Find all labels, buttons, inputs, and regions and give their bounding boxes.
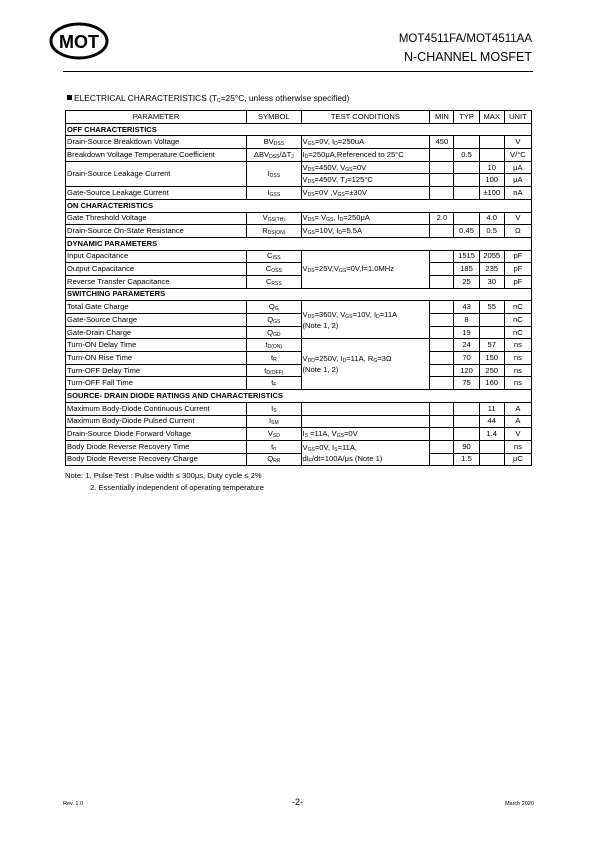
- table-row: [66, 377, 532, 390]
- typ-cell: 43: [454, 301, 479, 314]
- unit-cell: ns: [504, 339, 531, 352]
- revision: Rev. 1.0: [63, 801, 84, 807]
- col-typ: TYP: [454, 111, 479, 124]
- param-cell: Total Gate Charge: [66, 301, 247, 314]
- param-cell: Drain-Source Breakdown Voltage: [66, 136, 247, 149]
- param-cell: Drain-Source Diode Forward Voltage: [66, 428, 247, 441]
- typ-cell: 90: [454, 440, 479, 453]
- typ-cell: 19: [454, 326, 479, 339]
- unit-cell: ns: [504, 440, 531, 453]
- electrical-characteristics-table: [65, 110, 532, 466]
- col-symbol: SYMBOL: [247, 111, 301, 124]
- min-cell: [430, 364, 454, 377]
- symbol-cell: $I_{GSS}$: [247, 187, 301, 200]
- symbol-cell: $Q_G$: [247, 301, 301, 314]
- svg-text:MOT: MOT: [59, 32, 99, 52]
- min-cell: [430, 415, 454, 428]
- table-row: [66, 212, 532, 225]
- conditions-cell: $V_{GS}=10V$, $I_D=5.5A$: [301, 225, 430, 238]
- max-cell: [479, 326, 504, 339]
- typ-cell: 185: [454, 263, 479, 276]
- table-row: [66, 440, 532, 453]
- unit-cell: nC: [504, 301, 531, 314]
- max-cell: ±100: [479, 187, 504, 200]
- unit-cell: pF: [504, 275, 531, 288]
- table-row: [66, 263, 532, 276]
- symbol-cell: $BV_{DSS}$: [247, 136, 301, 149]
- param-cell: Drain-Source Leakage Current: [66, 161, 247, 186]
- symbol-cell: $C_{ISS}$: [247, 250, 301, 263]
- publish-date: March 2020: [504, 801, 534, 807]
- max-cell: 10: [479, 161, 504, 174]
- group-title: SOURCE- DRAIN DIODE RATINGS AND CHARACTERISTICS: [66, 390, 532, 403]
- conditions-cell: $V_{DD}=250V$, $I_D=11A$, $R_G=3\Omega$ (Note 1, 2): [301, 339, 430, 390]
- table-row: [66, 352, 532, 365]
- param-cell: Gate-Source Charge: [66, 314, 247, 327]
- min-cell: [430, 275, 454, 288]
- col-unit: UNIT: [504, 111, 531, 124]
- unit-cell: μC: [504, 453, 531, 466]
- min-cell: [430, 352, 454, 365]
- param-cell: Gate-Drain Charge: [66, 326, 247, 339]
- conditions-cell: $V_{DS}=450V$, $V_{GS}=0V$: [301, 161, 430, 174]
- col-max: MAX: [479, 111, 504, 124]
- col-parameter: PARAMETER: [66, 111, 247, 124]
- section-title: ELECTRICAL CHARACTERISTICS ($T_C=25^\circ C$, unless otherwise specified): [67, 93, 349, 103]
- typ-cell: [454, 161, 479, 174]
- min-cell: [430, 339, 454, 352]
- conditions-cell: $V_{DS}=0V$ $,V_{GS}=\pm 30V$: [301, 187, 430, 200]
- max-cell: 11: [479, 402, 504, 415]
- param-cell: Maximum Body-Diode Continuous Current: [66, 402, 247, 415]
- symbol-cell: $t_{D(ON)}$: [247, 339, 301, 352]
- table-row: [66, 339, 532, 352]
- col-min: MIN: [430, 111, 454, 124]
- typ-cell: 0.45: [454, 225, 479, 238]
- param-cell: Gate-Source Leakage Current: [66, 187, 247, 200]
- min-cell: [430, 149, 454, 162]
- param-cell: Reverse Transfer Capacitance: [66, 275, 247, 288]
- max-cell: 4.0: [479, 212, 504, 225]
- param-cell: Gate Threshold Voltage: [66, 212, 247, 225]
- symbol-cell: $I_{SM}$: [247, 415, 301, 428]
- part-numbers: MOT4511FA/MOT4511AA: [398, 33, 532, 45]
- group-title: DYNAMIC PARAMETERS: [66, 237, 532, 250]
- symbol-cell: $t_R$: [247, 352, 301, 365]
- unit-cell: V: [504, 428, 531, 441]
- typ-cell: 75: [454, 377, 479, 390]
- max-cell: [479, 149, 504, 162]
- symbol-cell: $Q_{GD}$: [247, 326, 301, 339]
- symbol-cell: $Q_{RR}$: [247, 453, 301, 466]
- symbol-cell: $Q_{GS}$: [247, 314, 301, 327]
- param-cell: Input Capacitance: [66, 250, 247, 263]
- max-cell: 250: [479, 364, 504, 377]
- min-cell: [430, 377, 454, 390]
- param-cell: Turn-ON Delay Time: [66, 339, 247, 352]
- table-row: [66, 161, 532, 174]
- conditions-cell: $I_D=250\mu A,Referenced$ to 25°C: [301, 149, 430, 162]
- min-cell: [430, 250, 454, 263]
- min-cell: [430, 326, 454, 339]
- symbol-cell: $V_{SD}$: [247, 428, 301, 441]
- max-cell: [479, 453, 504, 466]
- unit-cell: pF: [504, 250, 531, 263]
- typ-cell: 1.5: [454, 453, 479, 466]
- group-row: [66, 123, 532, 136]
- param-cell: Maximum Body-Diode Pulsed Current: [66, 415, 247, 428]
- conditions-cell: [301, 415, 430, 428]
- typ-cell: [454, 212, 479, 225]
- page-number: -2-: [292, 797, 303, 807]
- max-cell: 160: [479, 377, 504, 390]
- typ-cell: 70: [454, 352, 479, 365]
- table-row: [66, 149, 532, 162]
- unit-cell: Ω: [504, 225, 531, 238]
- max-cell: 1.4: [479, 428, 504, 441]
- typ-cell: [454, 136, 479, 149]
- unit-cell: V/°C: [504, 149, 531, 162]
- device-type: N-CHANNEL MOSFET: [403, 50, 532, 64]
- param-cell: Body Diode Reverse Recovery Time: [66, 440, 247, 453]
- table-row: [66, 275, 532, 288]
- param-cell: Turn-OFF Delay Time: [66, 364, 247, 377]
- min-cell: 450: [430, 136, 454, 149]
- group-row: [66, 237, 532, 250]
- conditions-cell: [301, 402, 430, 415]
- conditions-cell: $V_{DS}= V_{GS}$, $I_D=250\mu A$: [301, 212, 430, 225]
- param-cell: Breakdown Voltage Temperature Coefficient: [66, 149, 247, 162]
- header-divider: [63, 71, 533, 72]
- symbol-cell: $C_{OSS}$: [247, 263, 301, 276]
- note-1: Note: 1. Pulse Test : Pulse width ≤ 300μs, Duty cycle ≤ 2%: [65, 471, 262, 480]
- max-cell: [479, 440, 504, 453]
- unit-cell: ns: [504, 352, 531, 365]
- typ-cell: 24: [454, 339, 479, 352]
- table-row: [66, 428, 532, 441]
- min-cell: [430, 263, 454, 276]
- typ-cell: 8: [454, 314, 479, 327]
- max-cell: 44: [479, 415, 504, 428]
- unit-cell: μA: [504, 174, 531, 187]
- table-row: [66, 314, 532, 327]
- max-cell: 150: [479, 352, 504, 365]
- param-cell: Turn-ON Rise Time: [66, 352, 247, 365]
- max-cell: 100: [479, 174, 504, 187]
- unit-cell: μA: [504, 161, 531, 174]
- group-row: [66, 199, 532, 212]
- conditions-cell: $V_{GS}=0V$, $I_S=11A$, $dI_F/dt=100A/\mu s$ (Note 1): [301, 440, 430, 465]
- unit-cell: ns: [504, 364, 531, 377]
- min-cell: [430, 161, 454, 174]
- col-test-conditions: TEST CONDITIONS: [301, 111, 430, 124]
- min-cell: [430, 402, 454, 415]
- unit-cell: A: [504, 402, 531, 415]
- symbol-cell: $\Delta BV_{DSS}/\Delta T_J$: [247, 149, 301, 162]
- unit-cell: nC: [504, 326, 531, 339]
- symbol-cell: $t_{D(OFF)}$: [247, 364, 301, 377]
- table-row: [66, 301, 532, 314]
- symbol-cell: $C_{RSS}$: [247, 275, 301, 288]
- unit-cell: A: [504, 415, 531, 428]
- typ-cell: [454, 415, 479, 428]
- table-row: [66, 402, 532, 415]
- table-row: [66, 326, 532, 339]
- symbol-cell: $t_{rr}$: [247, 440, 301, 453]
- symbol-cell: $R_{DS(ON)}$: [247, 225, 301, 238]
- max-cell: [479, 314, 504, 327]
- param-cell: Turn-OFF Fall Time: [66, 377, 247, 390]
- min-cell: [430, 174, 454, 187]
- min-cell: [430, 453, 454, 466]
- table-row: [66, 364, 532, 377]
- min-cell: 2.0: [430, 212, 454, 225]
- table-row: [66, 453, 532, 466]
- typ-cell: 25: [454, 275, 479, 288]
- mot-logo: [49, 22, 109, 60]
- symbol-cell: $t_F$: [247, 377, 301, 390]
- group-title: SWITCHING PARAMETERS: [66, 288, 532, 301]
- unit-cell: nA: [504, 187, 531, 200]
- max-cell: 57: [479, 339, 504, 352]
- table-row: [66, 136, 532, 149]
- max-cell: [479, 136, 504, 149]
- unit-cell: V: [504, 136, 531, 149]
- conditions-cell: $V_{DS}=450V$, $T_J=125^\circ C$: [301, 174, 430, 187]
- notes: [65, 470, 264, 494]
- conditions-cell: $V_{GS}=0V$, $I_D=250uA$: [301, 136, 430, 149]
- table-row: [66, 415, 532, 428]
- unit-cell: ns: [504, 377, 531, 390]
- max-cell: 235: [479, 263, 504, 276]
- note-2: 2. Essentially independent of operating temperature: [90, 483, 264, 492]
- group-title: ON CHARACTERISTICS: [66, 199, 532, 212]
- typ-cell: [454, 402, 479, 415]
- table-header-row: [66, 111, 532, 124]
- symbol-cell: $V_{GS(TH)}$: [247, 212, 301, 225]
- typ-cell: 0.5: [454, 149, 479, 162]
- param-cell: Drain-Source On-State Resistance: [66, 225, 247, 238]
- unit-cell: pF: [504, 263, 531, 276]
- square-bullet-icon: [67, 95, 72, 100]
- max-cell: 30: [479, 275, 504, 288]
- symbol-cell: $I_{DSS}$: [247, 161, 301, 186]
- min-cell: [430, 428, 454, 441]
- unit-cell: nC: [504, 314, 531, 327]
- group-row: [66, 390, 532, 403]
- max-cell: 0.5: [479, 225, 504, 238]
- group-title: OFF CHARACTERISTICS: [66, 123, 532, 136]
- table-row: [66, 187, 532, 200]
- table-row: [66, 250, 532, 263]
- min-cell: [430, 225, 454, 238]
- min-cell: [430, 187, 454, 200]
- conditions-cell: $V_{DS}=25V,V_{GS}=0V,f=1.0MHz$: [301, 250, 430, 288]
- param-cell: Body Diode Reverse Recovery Charge: [66, 453, 247, 466]
- typ-cell: [454, 174, 479, 187]
- max-cell: 55: [479, 301, 504, 314]
- typ-cell: [454, 428, 479, 441]
- typ-cell: 1515: [454, 250, 479, 263]
- min-cell: [430, 301, 454, 314]
- typ-cell: 120: [454, 364, 479, 377]
- param-cell: Output Capacitance: [66, 263, 247, 276]
- min-cell: [430, 440, 454, 453]
- typ-cell: [454, 187, 479, 200]
- conditions-cell: $V_{DS}=360V$, $V_{GS}=10V$, $I_D=11A$ (Note 1, 2): [301, 301, 430, 339]
- conditions-cell: $I_S =11A$, $V_{GS}=0V$: [301, 428, 430, 441]
- min-cell: [430, 314, 454, 327]
- symbol-cell: $I_S$: [247, 402, 301, 415]
- max-cell: 2055: [479, 250, 504, 263]
- group-row: [66, 288, 532, 301]
- table-row: [66, 225, 532, 238]
- unit-cell: V: [504, 212, 531, 225]
